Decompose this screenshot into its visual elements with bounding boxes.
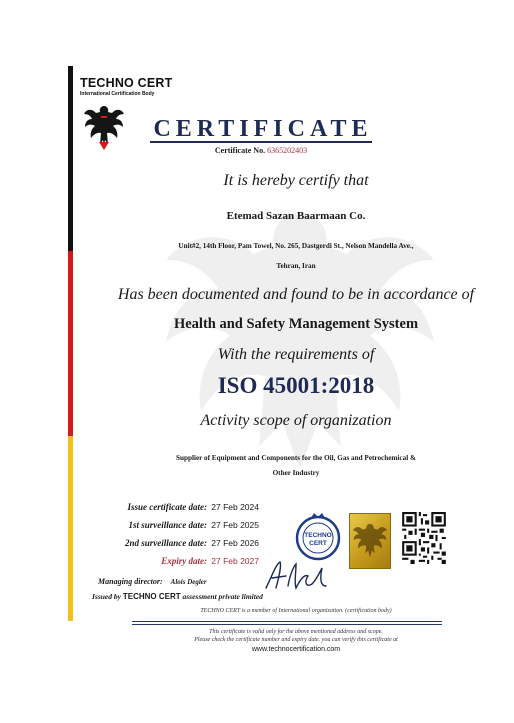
- issue-date-label: Issue certificate date:: [127, 502, 207, 512]
- certify-intro: It is hereby certify that: [223, 172, 369, 189]
- dates-block: [107, 502, 259, 574]
- certificate-number-label: Certificate No.: [214, 146, 266, 155]
- surveillance-2-value: 27 Feb 2026: [211, 538, 259, 548]
- issue-date-row: [107, 502, 259, 520]
- expiry-date-row: [107, 556, 259, 574]
- address-line-2: Tehran, Iran: [276, 262, 316, 270]
- accordance-statement: Has been documented and found to be in accordance of: [117, 286, 475, 303]
- flag-black-band: [68, 66, 73, 251]
- issued-by-prefix: Issued by: [92, 592, 121, 601]
- surveillance-1-label: 1st surveillance date:: [128, 520, 207, 530]
- management-system: Health and Safety Management System: [173, 316, 419, 332]
- issued-by-suffix: assessment private limited: [182, 592, 263, 601]
- seal-line-2: CERT: [309, 540, 327, 547]
- issued-by-row: [92, 592, 263, 601]
- flag-red-band: [68, 251, 73, 436]
- validity-statement: This certificate is valid only for the above mentioned address and scope.: [209, 629, 383, 635]
- certificate-number-row: [150, 146, 372, 155]
- member-statement: TECHNO CERT is a member of International organization. (certification body): [200, 608, 392, 614]
- eagle-logo-icon: [84, 104, 124, 150]
- scope-line-2: Other Industry: [272, 469, 320, 477]
- scope-title: Activity scope of organization: [200, 412, 392, 429]
- website-link[interactable]: www.technocertification.com: [251, 646, 341, 653]
- flag-gold-band: [68, 436, 73, 621]
- gold-seal-eagle-icon: [350, 514, 390, 568]
- footer-rule-thin: [132, 624, 442, 625]
- requirements-statement: With the requirements of: [217, 346, 375, 363]
- qr-code-icon: [402, 512, 446, 564]
- managing-director-row: [98, 577, 207, 586]
- techno-cert-seal-icon: [292, 510, 344, 562]
- surveillance-2-label: 2nd surveillance date:: [125, 538, 207, 548]
- signature-icon: [262, 556, 330, 598]
- address-line-1: Unit#2, 14th Floor, Pam Towel, No. 265, Dastgerdi St., Nelson Mandella Ave.,: [178, 242, 414, 250]
- surveillance-1-row: [107, 520, 259, 538]
- brand-subtitle: International Certification Body: [80, 91, 155, 97]
- iso-standard: ISO 45001:2018: [217, 373, 375, 398]
- surveillance-1-value: 27 Feb 2025: [211, 520, 259, 530]
- scope-line-1: Supplier of Equipment and Components for the Oil, Gas and Petrochemical &: [175, 454, 416, 462]
- verification-statement: Please check the certificate number and expiry date. you can verify this certificate at: [194, 637, 398, 643]
- brand-name: TECHNO CERT: [80, 76, 173, 90]
- seal-line-1: TECHNO: [304, 532, 332, 539]
- expiry-date-label: Expiry date:: [161, 556, 207, 566]
- german-flag-stripe: [68, 66, 73, 621]
- surveillance-2-row: [107, 538, 259, 556]
- certificate-number: 6365202403: [267, 146, 308, 155]
- company-name: Etemad Sazan Baarmaan Co.: [226, 210, 366, 222]
- expiry-date-value: 27 Feb 2027: [211, 556, 259, 566]
- managing-director-name: Alois Degler: [170, 578, 207, 586]
- gold-hologram-seal: [349, 513, 391, 569]
- title-underline: [150, 141, 372, 143]
- footer-rule: [132, 621, 442, 622]
- managing-director-label: Managing director:: [98, 577, 163, 586]
- issue-date-value: 27 Feb 2024: [211, 502, 259, 512]
- certificate-title: CERTIFICATE: [153, 116, 373, 142]
- issued-by-brand: TECHNO CERT: [122, 592, 181, 601]
